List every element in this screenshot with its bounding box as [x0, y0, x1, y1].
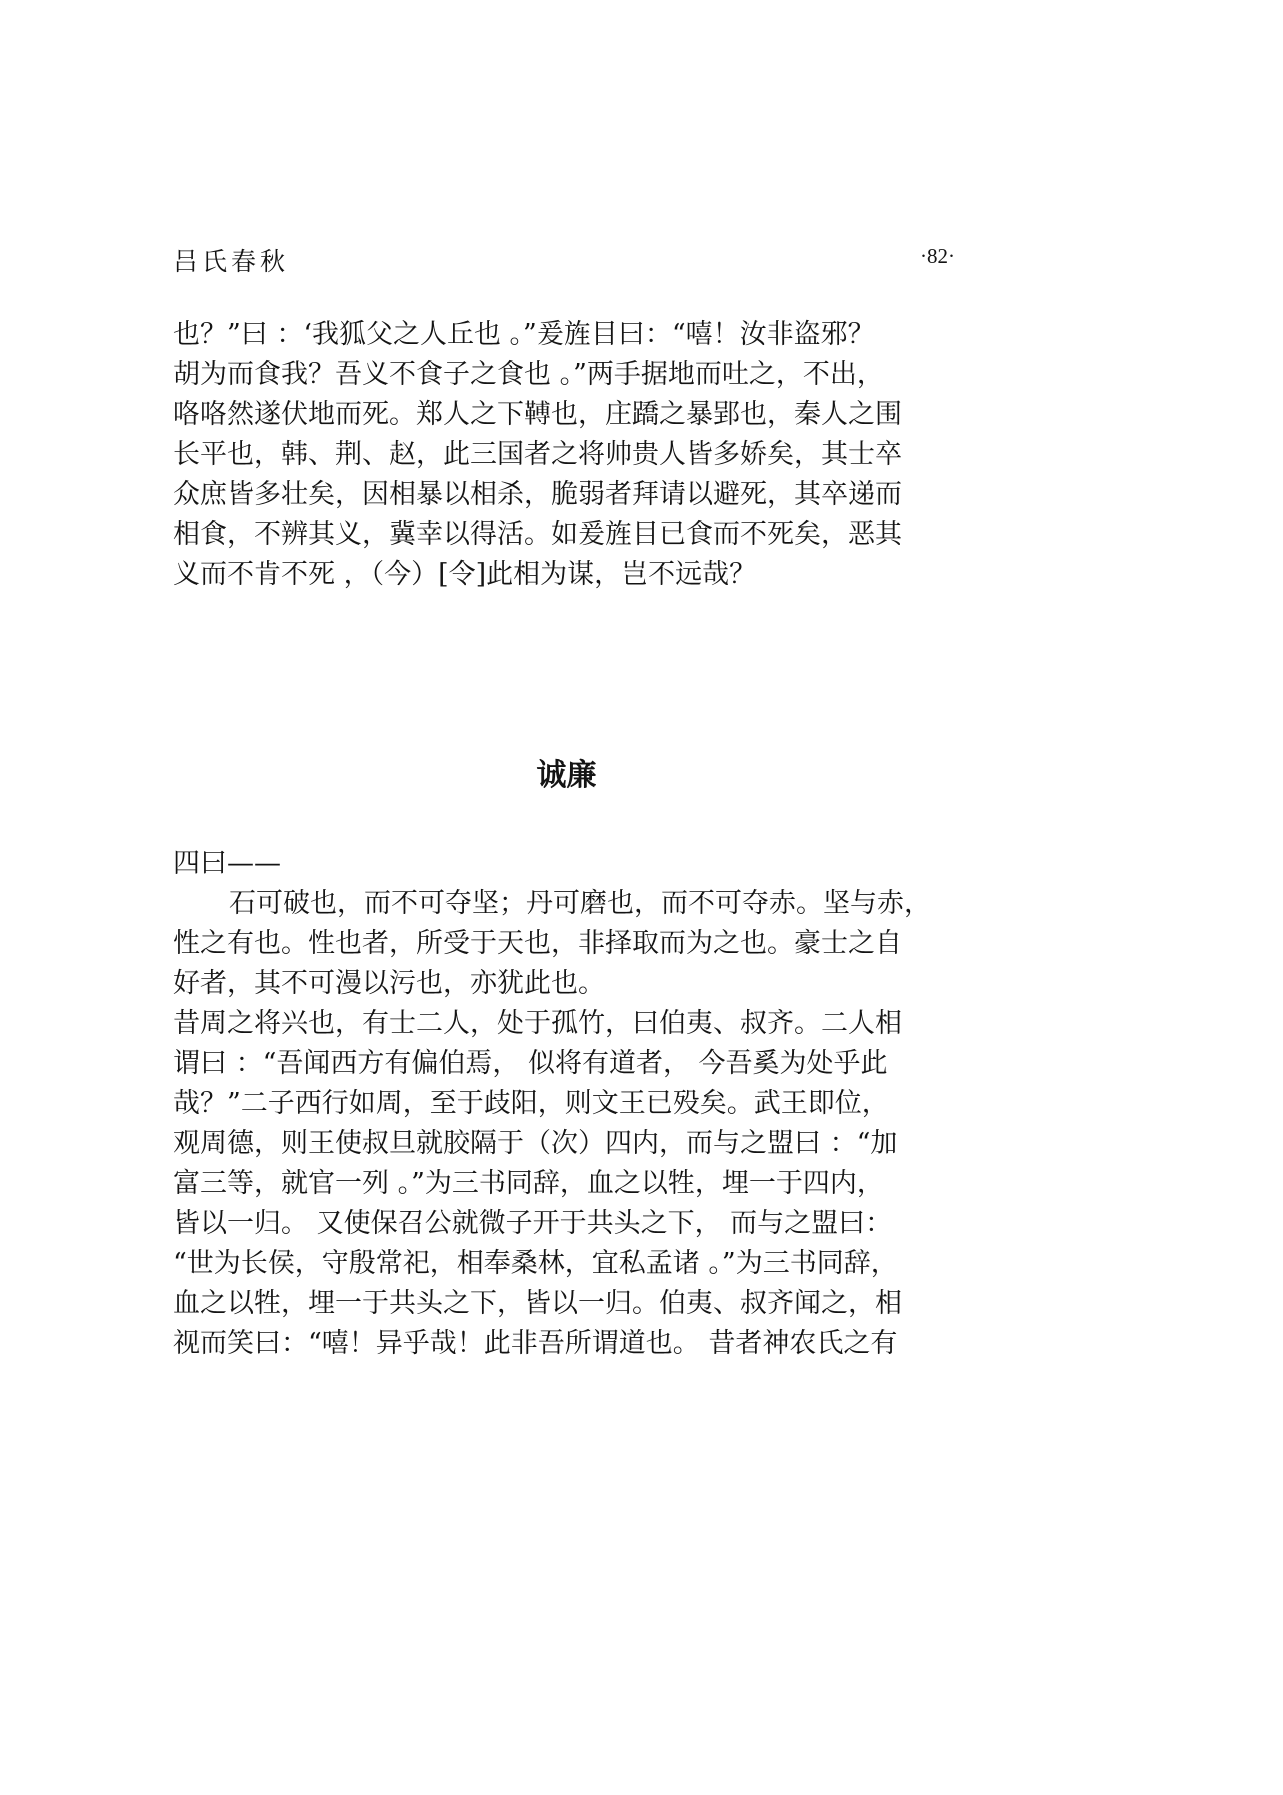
text-line: 也？”曰 ：‘我狐父之人丘也 。”爰旌目曰：“嘻！汝非盗邪？ — [173, 319, 875, 350]
text-line: 性之有也。性也者，所受于天也，非择取而为之也。豪士之自 — [173, 928, 902, 959]
text-line: 昔周之将兴也，有士二人，处于孤竹，曰伯夷、叔齐。二人相 — [173, 1008, 902, 1039]
continued-passage — [173, 315, 983, 595]
text-line: 咯咯然遂伏地而死。郑人之下𩌏也，庄蹻之暴郢也，秦人之围 — [173, 399, 902, 430]
text-line: 胡为而食我？吾义不食子之食也 。”两手据地而吐之，不出， — [173, 359, 884, 390]
text-line: 众庶皆多壮矣，因相暴以相杀，脆弱者拜请以避死，其卒递而 — [173, 479, 902, 510]
text-line: 石可破也，而不可夺坚；丹可磨也，而不可夺赤。坚与赤， — [229, 888, 931, 919]
text-line: 皆以一归。 又使保召公就微子开于共头之下， 而与之盟曰： — [173, 1208, 893, 1239]
text-line: 谓曰 ：“吾闻西方有偏伯焉， 似将有道者， 今吾奚为处乎此 — [173, 1048, 888, 1079]
text-line: 相食，不辨其义，冀幸以得活。如爰旌目已食而不死矣，恶其 — [173, 519, 902, 550]
section-title: 诚廉 — [536, 758, 597, 793]
text-line: 长平也，韩、荆、赵，此三国者之将帅贵人皆多娇矣，其士卒 — [173, 439, 902, 470]
book-title: 吕氏春秋 — [173, 247, 290, 276]
text-line: 义而不肯不死 ，（今）[令]此相为谋，岂不远哉？ — [173, 559, 757, 590]
text-line: “世为长侯，守殷常祀，相奉桑林，宜私孟诸 。”为三书同辞， — [173, 1248, 898, 1279]
text-line: 血之以牲，埋一于共头之下，皆以一归。伯夷、叔齐闻之，相 — [173, 1288, 902, 1319]
text-line: 哉？”二子西行如周，至于歧阳，则文王已殁矣。武王即位， — [173, 1088, 889, 1119]
section-subtitle: 四曰—— — [173, 848, 281, 879]
text-line: 富三等，就官一列 。”为三书同辞，血之以牲，埋一于四内， — [173, 1168, 884, 1199]
page-number: ·82· — [920, 244, 955, 268]
text-line: 观周德，则王使叔旦就胶隔于（次）四内，而与之盟曰 ：“加 — [173, 1128, 898, 1159]
page-header — [173, 242, 955, 276]
text-line: 视而笑曰：“嘻！异乎哉！此非吾所谓道也。 昔者神农氏之有 — [173, 1328, 898, 1359]
text-line: 好者，其不可漫以污也，亦犹此也。 — [173, 968, 605, 999]
section-body — [173, 844, 983, 1364]
